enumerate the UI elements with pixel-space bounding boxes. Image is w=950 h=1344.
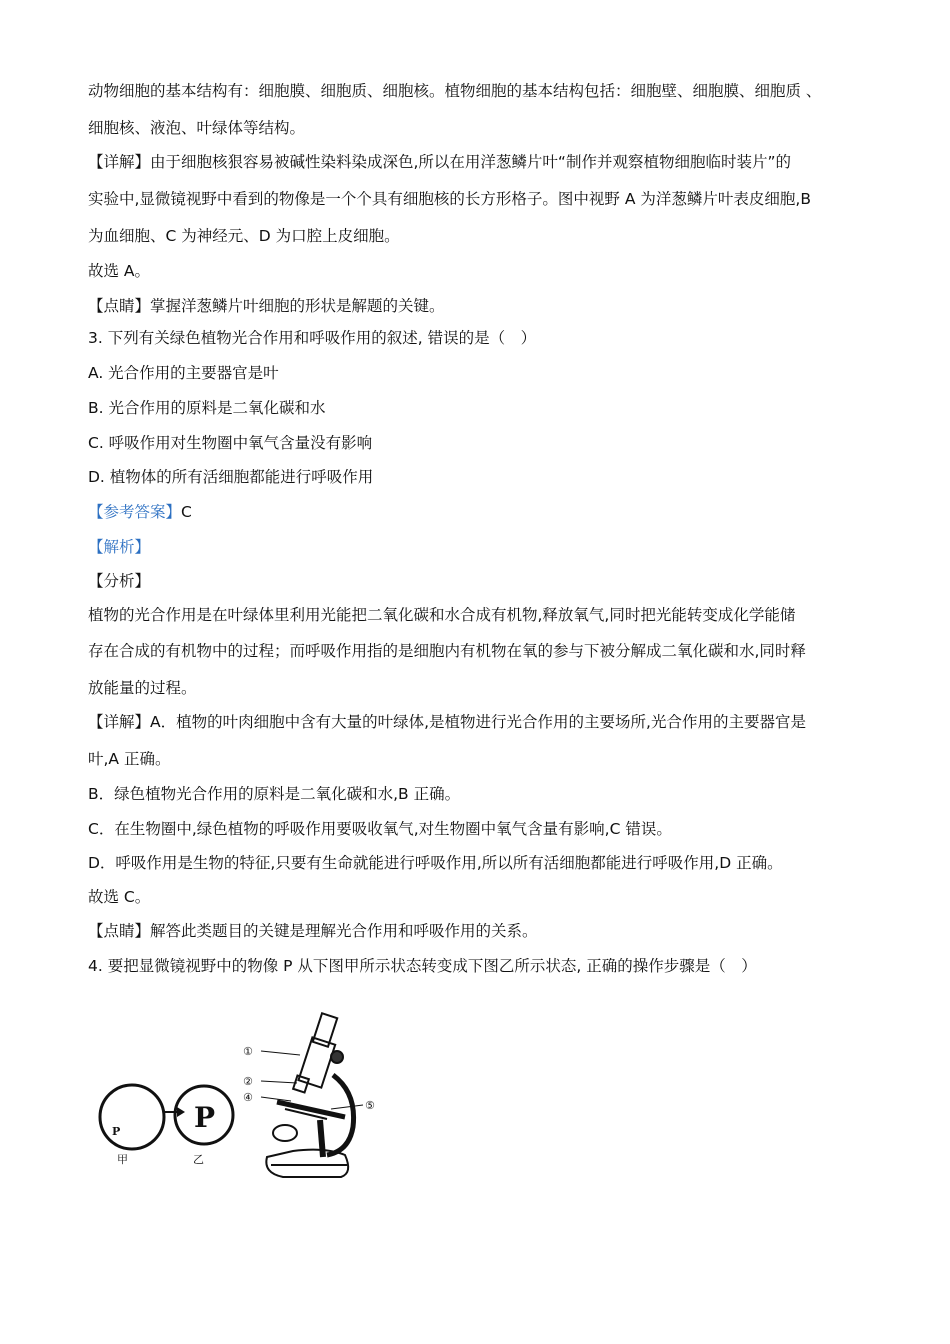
text-line-6: 故选 A。 bbox=[88, 262, 151, 280]
callouts bbox=[261, 1051, 363, 1109]
label-jia: 甲 bbox=[117, 1153, 128, 1166]
text-line-4: 实验中,显微镜视野中看到的物像是一个个具有细胞核的长方形格子。图中视野 A 为洋葱鳞片叶表皮细胞,B bbox=[88, 190, 811, 208]
text-line-17: 存在合成的有机物中的过程；而呼吸作用指的是细胞内有机物在氧的参与下被分解成二氧化碳和水,同时释 bbox=[88, 642, 806, 660]
text-line-7: 【点睛】掌握洋葱鳞片叶细胞的形状是解题的关键。 bbox=[88, 297, 445, 315]
text-line-18: 放能量的过程。 bbox=[88, 679, 197, 697]
callout-1: ① bbox=[243, 1045, 253, 1058]
text-line-24: 故选 C。 bbox=[88, 888, 151, 906]
question-3-stem: 3. 下列有关绿色植物光合作用和呼吸作用的叙述, 错误的是（ ） bbox=[88, 329, 537, 347]
answer-line bbox=[88, 501, 192, 523]
question-4-stem: 4. 要把显微镜视野中的物像 P 从下图甲所示状态转变成下图乙所示状态, 正确的操作步骤是（ ） bbox=[88, 957, 757, 975]
callout-5: ⑤ bbox=[365, 1099, 375, 1112]
text-line-2: 细胞核、液泡、叶绿体等结构。 bbox=[88, 119, 306, 137]
text-line-1: 动物细胞的基本结构有：细胞膜、细胞质、细胞核。植物细胞的基本结构包括：细胞壁、细胞膜、细胞质 、 bbox=[88, 82, 822, 100]
text-line-3: 【详解】由于细胞核狠容易被碱性染料染成深色,所以在用洋葱鳞片叶“制作并观察植物细胞临时装片”的 bbox=[88, 153, 791, 171]
text-line-5: 为血细胞、C 为神经元、D 为口腔上皮细胞。 bbox=[88, 227, 400, 245]
option-c: C. 呼吸作用对生物圈中氧气含量没有影响 bbox=[88, 434, 373, 452]
text-line-19: 【详解】A．植物的叶肉细胞中含有大量的叶绿体,是植物进行光合作用的主要场所,光合作用的主要器官是 bbox=[88, 713, 806, 731]
text-line-22: C．在生物圈中,绿色植物的呼吸作用要吸收氧气,对生物圈中氧气含量有影响,C 错误。 bbox=[88, 820, 672, 838]
text-line-15: 【分析】 bbox=[88, 572, 151, 590]
field-jia-circle bbox=[100, 1085, 164, 1149]
option-a: A. 光合作用的主要器官是叶 bbox=[88, 364, 279, 382]
answer-heading: 【参考答案】 bbox=[88, 503, 182, 521]
option-b: B. 光合作用的原料是二氧化碳和水 bbox=[88, 399, 326, 417]
field-yi-p: P bbox=[194, 1101, 216, 1134]
text-line-23: D．呼吸作用是生物的特征,只要有生命就能进行呼吸作用,所以所有活细胞都能进行呼吸作用,D 正确。 bbox=[88, 854, 783, 872]
analysis-heading: 【解析】 bbox=[88, 538, 151, 556]
text-line-20: 叶,A 正确。 bbox=[88, 750, 171, 768]
arrow-head bbox=[177, 1107, 185, 1117]
text-line-25: 【点睛】解答此类题目的关键是理解光合作用和呼吸作用的关系。 bbox=[88, 922, 538, 940]
microscope bbox=[266, 1013, 353, 1177]
option-d: D. 植物体的所有活细胞都能进行呼吸作用 bbox=[88, 468, 374, 486]
text-line-21: B．绿色植物光合作用的原料是二氧化碳和水,B 正确。 bbox=[88, 785, 461, 803]
answer-value: C bbox=[181, 503, 192, 521]
field-jia-p: P bbox=[112, 1125, 121, 1138]
callout-4: ④ bbox=[243, 1091, 253, 1104]
label-yi: 乙 bbox=[193, 1153, 204, 1166]
text-line-16: 植物的光合作用是在叶绿体里利用光能把二氧化碳和水合成有机物,释放氧气,同时把光能转变成化学能储 bbox=[88, 606, 796, 624]
microscope-figure bbox=[95, 1005, 395, 1195]
callout-2: ② bbox=[243, 1075, 253, 1088]
